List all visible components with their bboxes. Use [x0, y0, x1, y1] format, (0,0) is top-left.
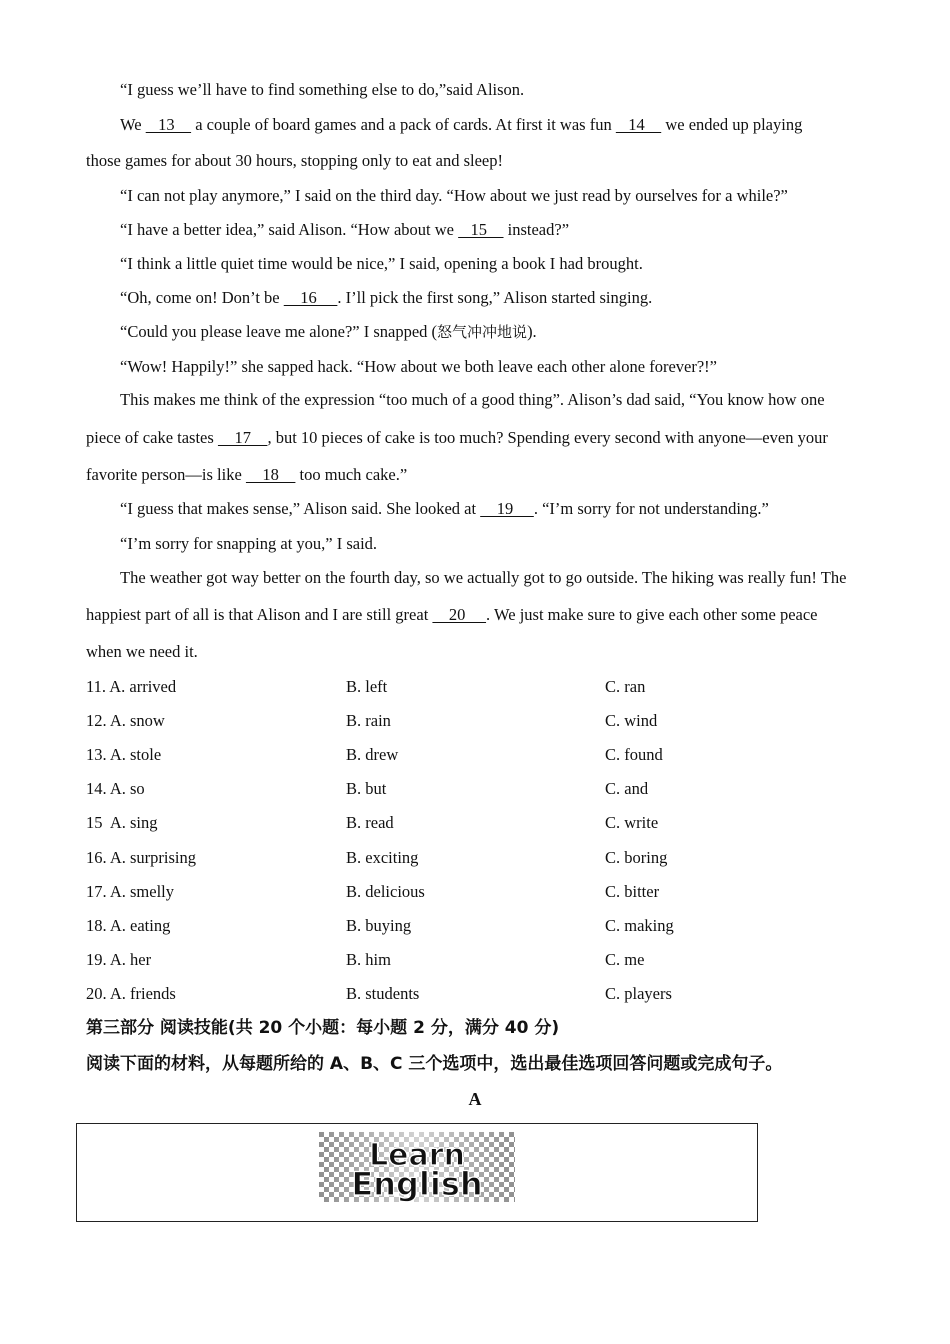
option-b: B. rain	[346, 711, 391, 730]
option-a: 16. A. surprising	[86, 848, 197, 867]
passage-line: “I guess we’ll have to find something else to do,”said Alison.	[120, 80, 525, 99]
option-c: C. bitter	[605, 882, 660, 901]
option-b: B. exciting	[346, 848, 419, 867]
section-instruction: 阅读下面的材料，从每题所给的 A、B、C 三个选项中，选出最佳选项回答问题或完成句子。	[86, 1054, 783, 1074]
section-heading: 第三部分 阅读技能(共 20 个小题：每小题 2 分，满分 40 分)	[86, 1018, 560, 1038]
option-a: 14. A. so	[86, 779, 145, 798]
passage-line: “I have a better idea,” said Alison. “How about we 15 instead?”	[120, 220, 570, 239]
blank-16: 16	[283, 288, 338, 307]
option-c: C. boring	[605, 848, 668, 867]
passage-line: “I guess that makes sense,” Alison said. She looked at 19 . “I’m sorry for not understanding.”	[120, 499, 769, 518]
option-c: C. wind	[605, 711, 658, 730]
option-b: B. delicious	[346, 882, 425, 901]
option-c: C. me	[605, 950, 645, 969]
option-row	[86, 813, 864, 833]
option-row	[86, 882, 864, 902]
option-b: B. him	[346, 950, 391, 969]
passage-line: We 13 a couple of board games and a pack of cards. At first it was fun 14 we ended up playing	[120, 115, 803, 134]
option-b: B. buying	[346, 916, 412, 935]
blank-15: 15	[458, 220, 504, 239]
option-c: C. write	[605, 813, 659, 832]
passage-line: “Wow! Happily!” she sapped hack. “How about we both leave each other alone forever?!”	[120, 357, 717, 376]
passage-line: This makes me think of the expression “too much of a good thing”. Alison’s dad said, “You know how one	[120, 390, 825, 409]
logo-text-english: English	[351, 1165, 483, 1202]
passage-line: “I think a little quiet time would be nice,” I said, opening a book I had brought.	[120, 254, 643, 273]
blank-13: 13	[145, 115, 192, 134]
passage-line: The weather got way better on the fourth day, so we actually got to go outside. The hiking was really fun! The	[120, 568, 847, 587]
option-row	[86, 745, 864, 765]
passage-line: “I can not play anymore,” I said on the third day. “How about we just read by ourselves for a while?”	[120, 186, 788, 205]
option-row	[86, 950, 864, 970]
option-b: B. left	[346, 677, 388, 696]
option-a: 20. A. friends	[86, 984, 176, 1003]
passage-line: happiest part of all is that Alison and I are still great 20 . We just make sure to give each other some peace	[86, 605, 818, 624]
option-b: B. drew	[346, 745, 399, 764]
passage-line: favorite person—is like 18 too much cake.”	[86, 465, 408, 484]
option-a: 13. A. stole	[86, 745, 162, 764]
option-a: 18. A. eating	[86, 916, 171, 935]
option-a: 17. A. smelly	[86, 882, 175, 901]
option-row	[86, 848, 864, 868]
blank-17: 17	[217, 428, 268, 447]
option-a: 12. A. snow	[86, 711, 165, 730]
passage-line: “Could you please leave me alone?” I snapped (怒气冲冲地说).	[120, 322, 537, 341]
blank-14: 14	[615, 115, 662, 134]
passage-line: when we need it.	[86, 642, 198, 661]
option-b: B. read	[346, 813, 394, 832]
option-c: C. found	[605, 745, 663, 764]
logo-text-learn: Learn	[369, 1138, 465, 1173]
option-c: C. making	[605, 916, 674, 935]
part-label: A	[468, 1089, 482, 1109]
blank-19: 19	[480, 499, 534, 518]
option-a: 19. A. her	[86, 950, 152, 969]
option-row	[86, 984, 864, 1004]
passage-line: “Oh, come on! Don’t be 16 . I’ll pick the first song,” Alison started singing.	[120, 288, 653, 307]
passage-line: “I’m sorry for snapping at you,” I said.	[120, 534, 378, 553]
learn-english-logo	[319, 1132, 515, 1202]
option-row	[86, 711, 864, 731]
option-b: B. students	[346, 984, 420, 1003]
image-frame	[76, 1123, 758, 1222]
passage-line: those games for about 30 hours, stopping only to eat and sleep!	[86, 151, 504, 170]
blank-20: 20	[432, 605, 487, 624]
option-c: C. ran	[605, 677, 646, 696]
blank-18: 18	[245, 465, 296, 484]
option-row	[86, 677, 864, 697]
option-a: 15 A. sing	[86, 813, 158, 832]
option-c: C. players	[605, 984, 672, 1003]
option-c: C. and	[605, 779, 649, 798]
option-row	[86, 916, 864, 936]
option-b: B. but	[346, 779, 387, 798]
option-row	[86, 779, 864, 799]
option-a: 11. A. arrived	[86, 677, 177, 696]
passage-line: piece of cake tastes 17 , but 10 pieces of cake is too much? Spending every second with anyone—even your	[86, 428, 828, 447]
